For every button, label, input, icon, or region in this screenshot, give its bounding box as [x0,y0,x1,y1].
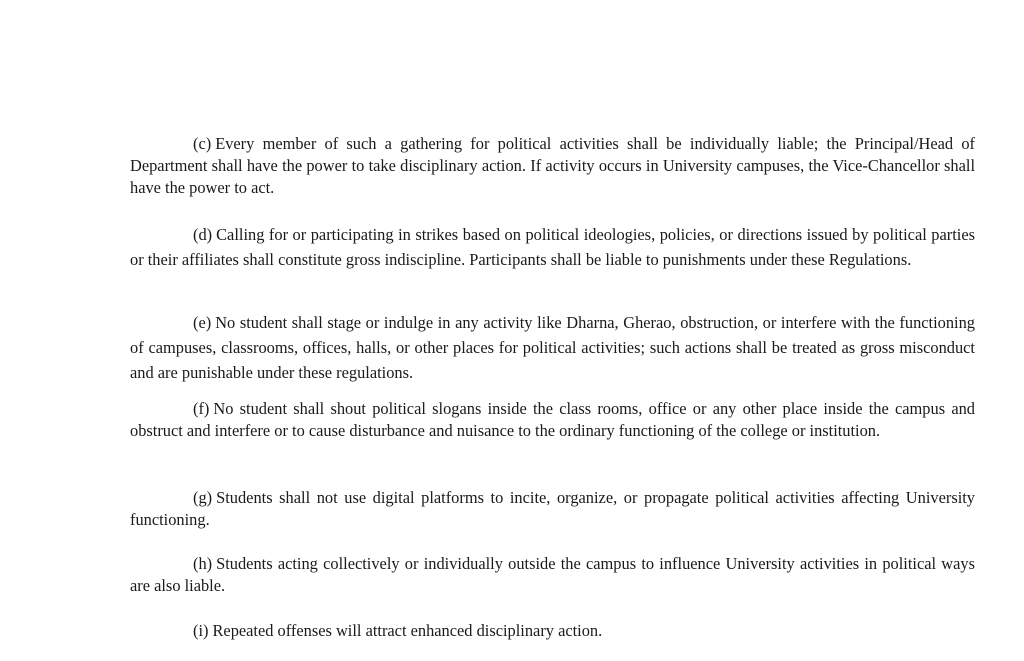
clause-i [130,620,975,642]
clause-label: (c) [193,134,212,153]
clause-g [130,487,975,531]
clause-text: Repeated offenses will attract enhanced disciplinary action. [212,621,603,640]
clause-label: (e) [193,313,212,332]
clause-label: (g) [193,488,213,507]
clause-text: Every member of such a gathering for political activities shall be individually liable; the Principal/Head of Department shall have the power to take disciplinary action. If activity occurs in University campuses, the Vice-Chancellor shall have the power to act. [130,134,975,197]
clause-f [130,398,975,442]
clause-text: Students acting collectively or individually outside the campus to influence University activities in political ways are also liable. [130,554,975,595]
clause-text: No student shall shout political slogans inside the class rooms, office or any other place inside the campus and obstruct and interfere or to cause disturbance and nuisance to the ordinary functioning of the college or institution. [130,399,975,440]
clause-h [130,553,975,597]
clause-text: No student shall stage or indulge in any activity like Dharna, Gherao, obstruction, or interfere with the functioning of campuses, classrooms, offices, halls, or other places for political activities; such actions shall be treated as gross misconduct and are punishable under these regulations. [130,313,975,382]
clause-d [130,222,975,272]
clause-label: (f) [193,399,210,418]
clause-text: Calling for or participating in strikes based on political ideologies, policies, or directions issued by political parties or their affiliates shall constitute gross indiscipline. Participants shall be liable to punishments under these Regulations. [130,225,975,269]
clause-label: (i) [193,621,209,640]
clause-label: (h) [193,554,213,573]
clause-c [130,133,975,199]
clause-e [130,310,975,385]
clause-label: (d) [193,225,213,244]
clause-text: Students shall not use digital platforms to incite, organize, or propagate political activities affecting University functioning. [130,488,975,529]
